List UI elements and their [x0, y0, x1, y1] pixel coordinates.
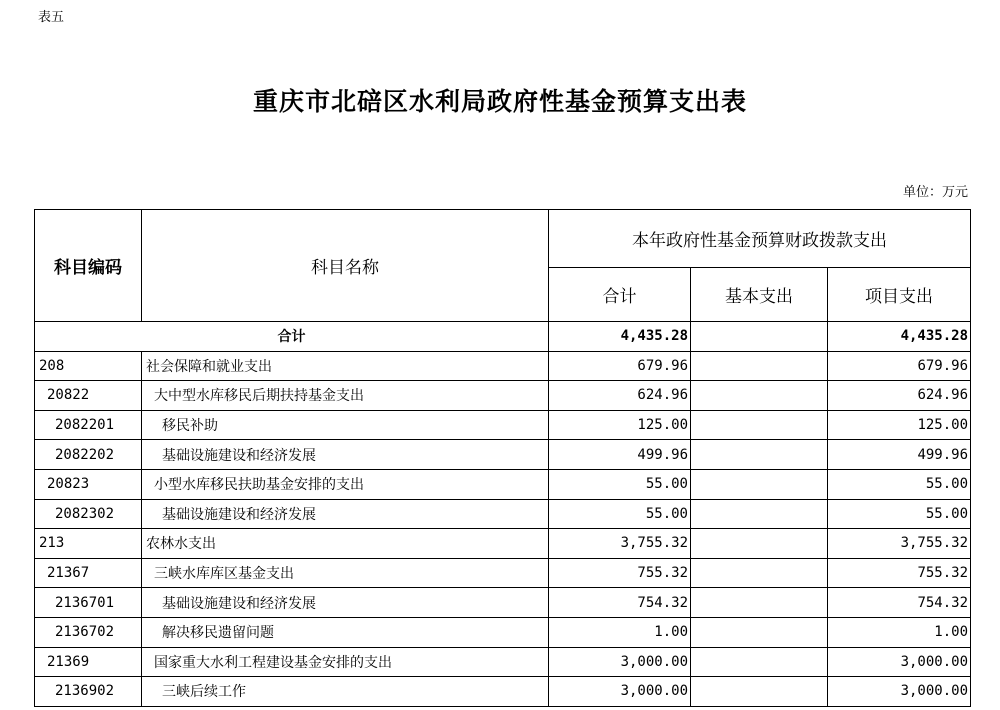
- row-code: 2136701: [35, 588, 142, 618]
- table-row: [35, 529, 971, 559]
- row-code: 2136702: [35, 617, 142, 647]
- table-row: [35, 617, 971, 647]
- row-total: 55.00: [549, 499, 691, 529]
- row-name: 三峡后续工作: [142, 677, 549, 707]
- table-row: [35, 677, 971, 707]
- table-row: [35, 588, 971, 618]
- row-name: 移民补助: [142, 410, 549, 440]
- header-group: 本年政府性基金预算财政拨款支出: [549, 210, 971, 268]
- total-row-total: 4,435.28: [549, 322, 691, 352]
- unit-label: 单位：万元: [902, 185, 968, 200]
- row-total: 499.96: [549, 440, 691, 470]
- row-code: 20823: [35, 469, 142, 499]
- row-basic: [691, 499, 828, 529]
- row-total: 754.32: [549, 588, 691, 618]
- header-project: 项目支出: [828, 268, 971, 322]
- row-project: 55.00: [828, 499, 971, 529]
- row-name: 基础设施建设和经济发展: [142, 588, 549, 618]
- row-project: 3,755.32: [828, 529, 971, 559]
- table-row: [35, 410, 971, 440]
- row-code: 21367: [35, 558, 142, 588]
- row-project: 3,000.00: [828, 677, 971, 707]
- row-name: 大中型水库移民后期扶持基金支出: [142, 381, 549, 411]
- row-name: 小型水库移民扶助基金安排的支出: [142, 469, 549, 499]
- row-project: 624.96: [828, 381, 971, 411]
- total-row-project: 4,435.28: [828, 322, 971, 352]
- row-name: 基础设施建设和经济发展: [142, 440, 549, 470]
- row-basic: [691, 351, 828, 381]
- row-project: 1.00: [828, 617, 971, 647]
- row-name: 三峡水库库区基金支出: [142, 558, 549, 588]
- row-project: 755.32: [828, 558, 971, 588]
- total-row-basic: [691, 322, 828, 352]
- row-total: 679.96: [549, 351, 691, 381]
- row-total: 3,000.00: [549, 677, 691, 707]
- row-total: 125.00: [549, 410, 691, 440]
- row-basic: [691, 558, 828, 588]
- page-title: 重庆市北碚区水利局政府性基金预算支出表: [252, 87, 747, 116]
- row-basic: [691, 381, 828, 411]
- total-row: [35, 322, 971, 352]
- row-total: 755.32: [549, 558, 691, 588]
- row-basic: [691, 588, 828, 618]
- row-total: 1.00: [549, 617, 691, 647]
- row-project: 499.96: [828, 440, 971, 470]
- row-total: 624.96: [549, 381, 691, 411]
- row-name: 基础设施建设和经济发展: [142, 499, 549, 529]
- row-project: 55.00: [828, 469, 971, 499]
- row-name: 国家重大水利工程建设基金安排的支出: [142, 647, 549, 677]
- row-basic: [691, 647, 828, 677]
- row-project: 754.32: [828, 588, 971, 618]
- row-code: 2082201: [35, 410, 142, 440]
- row-code: 2136902: [35, 677, 142, 707]
- row-project: 125.00: [828, 410, 971, 440]
- row-project: 3,000.00: [828, 647, 971, 677]
- row-name: 解决移民遗留问题: [142, 617, 549, 647]
- table-row: [35, 499, 971, 529]
- row-total: 55.00: [549, 469, 691, 499]
- row-code: 21369: [35, 647, 142, 677]
- row-basic: [691, 677, 828, 707]
- header-code: 科目编码: [35, 210, 142, 322]
- row-project: 679.96: [828, 351, 971, 381]
- table-row: [35, 351, 971, 381]
- table-row: [35, 381, 971, 411]
- table-row: [35, 440, 971, 470]
- row-total: 3,000.00: [549, 647, 691, 677]
- budget-table: [34, 209, 971, 707]
- header-basic: 基本支出: [691, 268, 828, 322]
- row-basic: [691, 440, 828, 470]
- row-name: 社会保障和就业支出: [142, 351, 549, 381]
- table-body: [35, 322, 971, 707]
- row-basic: [691, 617, 828, 647]
- row-total: 3,755.32: [549, 529, 691, 559]
- total-row-label: 合计: [35, 322, 549, 352]
- row-code: 2082202: [35, 440, 142, 470]
- header-total: 合计: [549, 268, 691, 322]
- row-basic: [691, 529, 828, 559]
- table-number-label: 表五: [38, 10, 65, 25]
- table-row: [35, 469, 971, 499]
- row-code: 2082302: [35, 499, 142, 529]
- row-basic: [691, 469, 828, 499]
- header-name: 科目名称: [142, 210, 549, 322]
- row-basic: [691, 410, 828, 440]
- row-code: 213: [35, 529, 142, 559]
- row-code: 20822: [35, 381, 142, 411]
- row-name: 农林水支出: [142, 529, 549, 559]
- table-row: [35, 647, 971, 677]
- row-code: 208: [35, 351, 142, 381]
- table-row: [35, 558, 971, 588]
